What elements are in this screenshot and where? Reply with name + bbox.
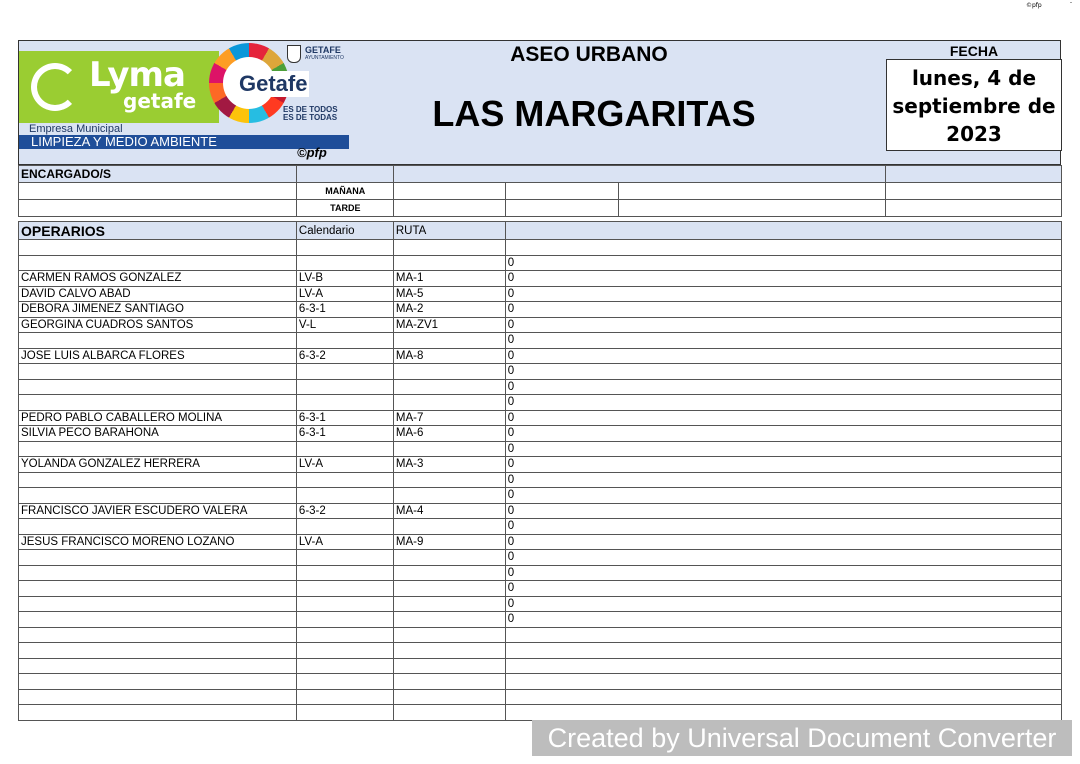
calendario-cell: LV-A [296,457,393,473]
lyma-swirl-icon [31,63,79,111]
operario-row [19,364,1062,380]
operario-row [19,581,1062,597]
operario-name-cell [19,705,297,721]
value-cell: 0 [505,255,1061,271]
calendario-cell: 6-3-1 [296,426,393,442]
calendario-cell [296,488,393,504]
operario-name-cell: SILVIA PECO BARAHONA [19,426,297,442]
empresa-municipal-label: Empresa Municipal [29,123,123,135]
operario-row [19,333,1062,349]
operario-name-cell [19,488,297,504]
calendario-cell [296,364,393,380]
value-cell [505,627,1061,643]
page-title: LAS MARGARITAS [432,93,756,134]
calendario-cell: 6-3-2 [296,503,393,519]
operario-name-cell [19,441,297,457]
operarios-header-row [19,222,1062,240]
operario-name-cell: DEBORA JIMENEZ SANTIAGO [19,302,297,318]
ruta-cell [393,674,505,690]
operario-row [19,643,1062,659]
calendario-cell [296,627,393,643]
ruta-cell: MA-5 [393,286,505,302]
report-header [18,40,1061,165]
operario-name-cell: DAVID CALVO ABAD [19,286,297,302]
top-copyright-mark: ©pfp [1026,2,1042,9]
operario-row [19,441,1062,457]
operario-row [19,255,1062,271]
manana-row [19,183,1062,200]
getafe-small-label: GETAFE [305,45,341,55]
ruta-cell [393,627,505,643]
operario-row [19,674,1062,690]
operario-row [19,379,1062,395]
ruta-cell [393,488,505,504]
operario-name-cell: JESUS FRANCISCO MORENO LOZANO [19,534,297,550]
calendario-cell [296,550,393,566]
operario-row [19,689,1062,705]
operario-name-cell: YOLANDA GONZALEZ HERRERA [19,457,297,473]
operario-row [19,488,1062,504]
lyma-logo-text: Lyma [89,55,185,95]
operario-name-cell [19,395,297,411]
lyma-getafe-logo [19,45,349,149]
calendario-cell [296,581,393,597]
operario-name-cell [19,596,297,612]
value-cell [505,240,1061,256]
ruta-cell: MA-4 [393,503,505,519]
value-cell: 0 [505,596,1061,612]
operario-name-cell [19,364,297,380]
ruta-cell: MA-7 [393,410,505,426]
ruta-cell: MA-6 [393,426,505,442]
date-line: septiembre de [892,94,1056,118]
value-cell: 0 [505,472,1061,488]
ruta-cell [393,550,505,566]
value-cell: 0 [505,457,1061,473]
value-cell: 0 [505,550,1061,566]
value-cell: 0 [505,302,1061,318]
ruta-cell [393,255,505,271]
ruta-cell [393,689,505,705]
value-cell: 0 [505,379,1061,395]
operario-row [19,426,1062,442]
ruta-cell [393,643,505,659]
ruta-cell: MA-3 [393,457,505,473]
tarde-label: TARDE [297,200,394,217]
calendario-cell [296,596,393,612]
tarde-row [19,200,1062,217]
operario-name-cell [19,472,297,488]
calendario-cell [296,333,393,349]
calendario-cell [296,519,393,535]
date-line: 2023 [946,122,1002,146]
ruta-cell: MA-1 [393,271,505,287]
date-box [886,59,1062,151]
operario-row [19,596,1062,612]
limpieza-bar: LIMPIEZA Y MEDIO AMBIENTE [19,135,349,149]
operario-row [19,550,1062,566]
slogan-line-1: ES DE TODOS [283,105,338,114]
operario-name-cell: CARMEN RAMOS GONZALEZ [19,271,297,287]
operario-name-cell [19,519,297,535]
calendario-cell [296,472,393,488]
operario-name-cell [19,674,297,690]
value-cell: 0 [505,534,1061,550]
calendario-cell: LV-A [296,534,393,550]
operario-row [19,286,1062,302]
ruta-cell [393,612,505,628]
ayuntamiento-label: AYUNTAMIENTO [305,55,344,61]
operario-name-cell [19,550,297,566]
operario-name-cell [19,643,297,659]
value-cell: 0 [505,426,1061,442]
value-cell: 0 [505,503,1061,519]
ruta-header: RUTA [393,222,505,240]
operario-row [19,472,1062,488]
operario-row [19,395,1062,411]
manana-label: MAÑANA [297,183,394,200]
operario-row [19,519,1062,535]
operario-name-cell [19,658,297,674]
ruta-cell [393,395,505,411]
value-cell [505,689,1061,705]
value-cell: 0 [505,395,1061,411]
value-cell: 0 [505,581,1061,597]
encargados-table [18,165,1062,217]
operario-row [19,457,1062,473]
operario-row [19,240,1062,256]
operario-row [19,565,1062,581]
value-cell [505,674,1061,690]
operario-row [19,612,1062,628]
ruta-cell [393,364,505,380]
ruta-cell [393,565,505,581]
operario-row [19,658,1062,674]
calendario-cell: 6-3-2 [296,348,393,364]
operarios-label: OPERARIOS [19,222,297,240]
calendario-cell [296,379,393,395]
value-cell: 0 [505,612,1061,628]
operario-row [19,317,1062,333]
ruta-cell: MA-8 [393,348,505,364]
ruta-cell [393,441,505,457]
value-cell: 0 [505,333,1061,349]
operario-name-cell [19,689,297,705]
calendario-header: Calendario [296,222,393,240]
calendario-cell [296,705,393,721]
calendario-cell [296,441,393,457]
operario-name-cell [19,565,297,581]
operario-row [19,503,1062,519]
ruta-cell [393,379,505,395]
operario-name-cell: GEORGINA CUADROS SANTOS [19,317,297,333]
operario-row [19,302,1062,318]
value-cell [505,705,1061,721]
operario-name-cell [19,333,297,349]
value-cell: 0 [505,364,1061,380]
calendario-cell: V-L [296,317,393,333]
calendario-cell: LV-A [296,286,393,302]
value-cell: 0 [505,348,1061,364]
pfp-signature: ©pfp [297,145,327,160]
converter-watermark: Created by Universal Document Converter [532,720,1072,756]
operario-name-cell [19,240,297,256]
encargados-label: ENCARGADO/S [19,166,297,183]
calendario-cell [296,643,393,659]
value-cell: 0 [505,441,1061,457]
value-cell: 0 [505,410,1061,426]
getafe-crest-icon [287,45,301,63]
operario-name-cell [19,581,297,597]
operario-name-cell [19,379,297,395]
operario-name-cell [19,255,297,271]
encargados-header-row [19,166,1062,183]
ruta-cell [393,581,505,597]
operarios-table [18,221,1062,721]
ruta-cell [393,658,505,674]
ruta-cell [393,240,505,256]
calendario-cell: LV-B [296,271,393,287]
value-cell: 0 [505,286,1061,302]
getafe-logo-word: Getafe [239,71,308,96]
operario-row [19,271,1062,287]
calendario-cell [296,255,393,271]
calendario-cell [296,658,393,674]
value-cell: 0 [505,488,1061,504]
operario-name-cell: FRANCISCO JAVIER ESCUDERO VALERA [19,503,297,519]
calendario-cell: 6-3-1 [296,302,393,318]
date-line: lunes, 4 de [911,66,1037,90]
operario-row [19,705,1062,721]
lyma-logo-subtext: getafe [123,89,197,113]
value-cell [505,658,1061,674]
calendario-cell [296,689,393,705]
operario-name-cell: PEDRO PABLO CABALLERO MOLINA [19,410,297,426]
value-cell [505,643,1061,659]
top-dash-mark: - [1070,0,1072,6]
operario-name-cell: JOSE LUIS ALBARCA FLORES [19,348,297,364]
calendario-cell: 6-3-1 [296,410,393,426]
value-cell: 0 [505,565,1061,581]
operario-row [19,410,1062,426]
operario-row [19,627,1062,643]
fecha-label: FECHA [949,43,999,59]
calendario-cell [296,395,393,411]
value-cell: 0 [505,271,1061,287]
ruta-cell [393,519,505,535]
value-cell: 0 [505,519,1061,535]
ruta-cell: MA-ZV1 [393,317,505,333]
ruta-cell [393,596,505,612]
calendario-cell [296,674,393,690]
section-title: ASEO URBANO [510,43,668,66]
calendario-cell [296,565,393,581]
value-cell: 0 [505,317,1061,333]
operario-name-cell [19,627,297,643]
ruta-cell: MA-9 [393,534,505,550]
operario-name-cell [19,612,297,628]
operario-row [19,348,1062,364]
ruta-cell: MA-2 [393,302,505,318]
ruta-cell [393,705,505,721]
slogan-line-2: ES DE TODAS [283,113,338,122]
calendario-cell [296,612,393,628]
calendario-cell [296,240,393,256]
ruta-cell [393,333,505,349]
ruta-cell [393,472,505,488]
operario-row [19,534,1062,550]
